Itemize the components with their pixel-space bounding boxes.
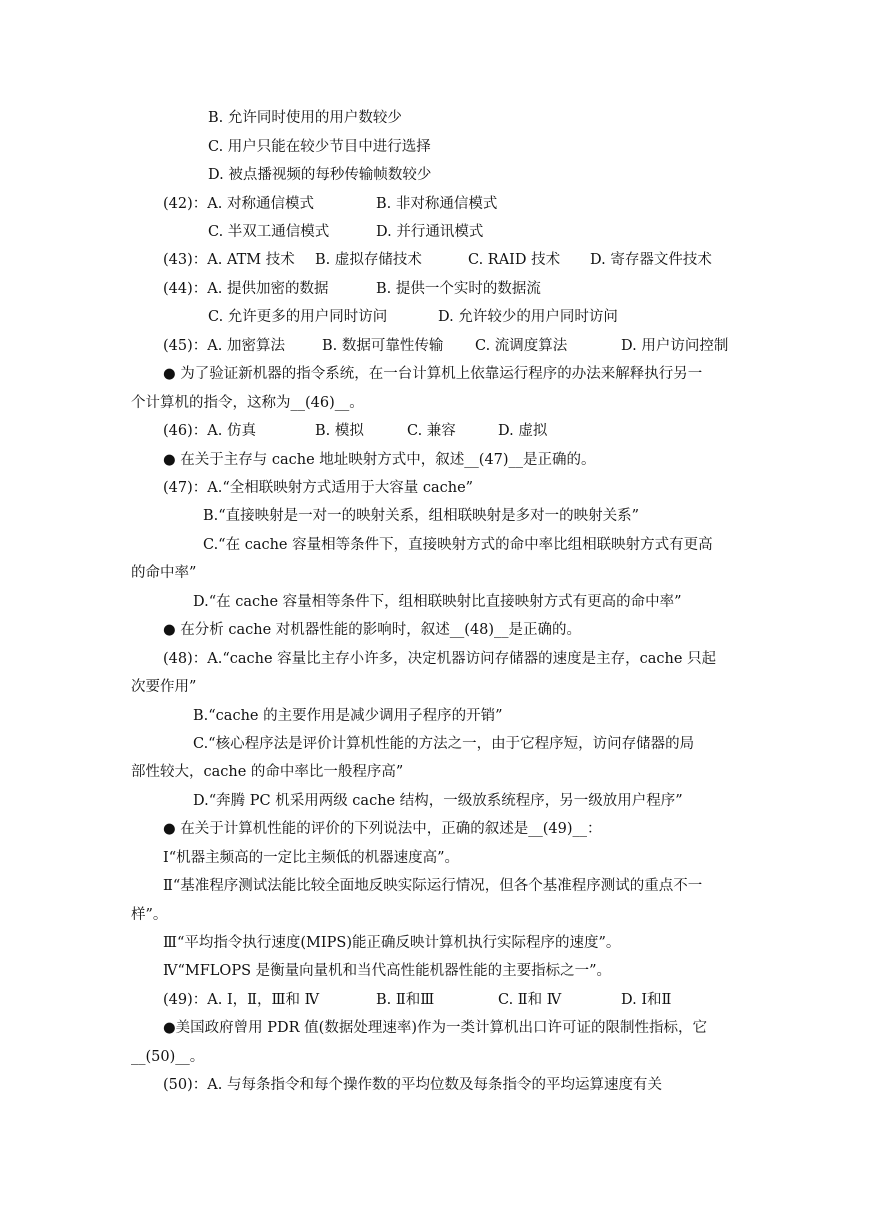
option-44-d: D. 允许较少的用户同时访问 xyxy=(438,309,618,325)
option-46-c: C. 兼容 xyxy=(407,423,456,439)
option-41-d: D. 被点播视频的每秒传输帧数较少 xyxy=(208,167,432,183)
question-50-stem-line-1: ●美国政府曾用 PDR 值(数据处理速率)作为一类计算机出口许可证的限制性指标，它 xyxy=(163,1020,707,1036)
option-41-b: B. 允许同时使用的用户数较少 xyxy=(208,110,402,126)
option-47-b: B.“直接映射是一对一的映射关系，组相联映射是多对一的映射关系” xyxy=(203,508,640,524)
option-49-d: D. Ⅰ和Ⅱ xyxy=(621,992,672,1008)
option-49-a: (49)：A. Ⅰ，Ⅱ，Ⅲ和 Ⅳ xyxy=(163,992,320,1008)
option-46-a: (46)：A. 仿真 xyxy=(163,423,256,439)
option-48-c-line-1: C.“核心程序法是评价计算机性能的方法之一，由于它程序短，访问存储器的局 xyxy=(193,736,695,752)
option-47-c-line-1: C.“在 cache 容量相等条件下，直接映射方式的命中率比组相联映射方式有更高 xyxy=(203,537,713,553)
option-48-a-line-2: 次要作用” xyxy=(131,679,197,695)
option-47-a: (47)：A.“全相联映射方式适用于大容量 cache” xyxy=(163,480,474,496)
option-41-c: C. 用户只能在较少节目中进行选择 xyxy=(208,139,431,155)
option-42-c: C. 半双工通信模式 xyxy=(208,224,330,240)
statement-49-iii: Ⅲ“平均指令执行速度(MIPS)能正确反映计算机执行实际程序的速度”。 xyxy=(163,935,621,951)
question-50-stem-line-2: __(50)__。 xyxy=(131,1049,205,1065)
option-48-d: D.“奔腾 PC 机采用两级 cache 结构，一级放系统程序，另一级放用户程序” xyxy=(193,793,683,809)
option-43-d: D. 寄存器文件技术 xyxy=(590,252,712,268)
option-48-c-line-2: 部性较大，cache 的命中率比一般程序高” xyxy=(131,764,404,780)
option-49-b: B. Ⅱ和Ⅲ xyxy=(376,992,435,1008)
option-45-b: B. 数据可靠性传输 xyxy=(322,338,444,354)
option-42-b: B. 非对称通信模式 xyxy=(376,196,498,212)
option-47-c-line-2: 的命中率” xyxy=(131,565,197,581)
option-43-b: B. 虚拟存储技术 xyxy=(315,252,422,268)
question-46-stem-line-1: ● 为了验证新机器的指令系统，在一台计算机上依靠运行程序的办法来解释执行另一 xyxy=(163,366,703,382)
option-48-b: B.“cache 的主要作用是减少调用子程序的开销” xyxy=(193,708,503,724)
statement-49-iv: Ⅳ“MFLOPS 是衡量向量机和当代高性能机器性能的主要指标之一”。 xyxy=(163,963,612,979)
option-48-a-line-1: (48)：A.“cache 容量比主存小许多，决定机器访问存储器的速度是主存，cache 只起 xyxy=(163,651,717,667)
option-45-c: C. 流调度算法 xyxy=(475,338,568,354)
statement-49-ii-line-2: 样”。 xyxy=(131,907,168,923)
question-47-stem: ● 在关于主存与 cache 地址映射方式中，叙述__(47)__是正确的。 xyxy=(163,452,596,468)
option-44-c: C. 允许更多的用户同时访问 xyxy=(208,309,388,325)
option-46-b: B. 模拟 xyxy=(315,423,364,439)
option-43-a: (43)：A. ATM 技术 xyxy=(163,252,295,268)
option-44-b: B. 提供一个实时的数据流 xyxy=(376,281,541,297)
option-50-a: (50)：A. 与每条指令和每个操作数的平均位数及每条指令的平均运算速度有关 xyxy=(163,1077,662,1093)
option-49-c: C. Ⅱ和 Ⅳ xyxy=(498,992,562,1008)
statement-49-i: Ⅰ“机器主频高的一定比主频低的机器速度高”。 xyxy=(163,850,460,866)
option-45-a: (45)：A. 加密算法 xyxy=(163,338,285,354)
question-46-stem-line-2: 个计算机的指令，这称为__(46)__。 xyxy=(131,395,364,411)
question-49-stem: ● 在关于计算机性能的评价的下列说法中，正确的叙述是__(49)__： xyxy=(163,821,602,837)
option-47-d: D.“在 cache 容量相等条件下，组相联映射比直接映射方式有更高的命中率” xyxy=(193,594,682,610)
question-48-stem: ● 在分析 cache 对机器性能的影响时，叙述__(48)__是正确的。 xyxy=(163,622,582,638)
option-45-d: D. 用户访问控制 xyxy=(621,338,729,354)
statement-49-ii-line-1: Ⅱ“基准程序测试法能比较全面地反映实际运行情况，但各个基准程序测试的重点不一 xyxy=(163,878,703,894)
option-46-d: D. 虚拟 xyxy=(498,423,548,439)
option-43-c: C. RAID 技术 xyxy=(468,252,561,268)
option-42-a: (42)：A. 对称通信模式 xyxy=(163,196,314,212)
option-42-d: D. 并行通讯模式 xyxy=(376,224,484,240)
option-44-a: (44)：A. 提供加密的数据 xyxy=(163,281,329,297)
